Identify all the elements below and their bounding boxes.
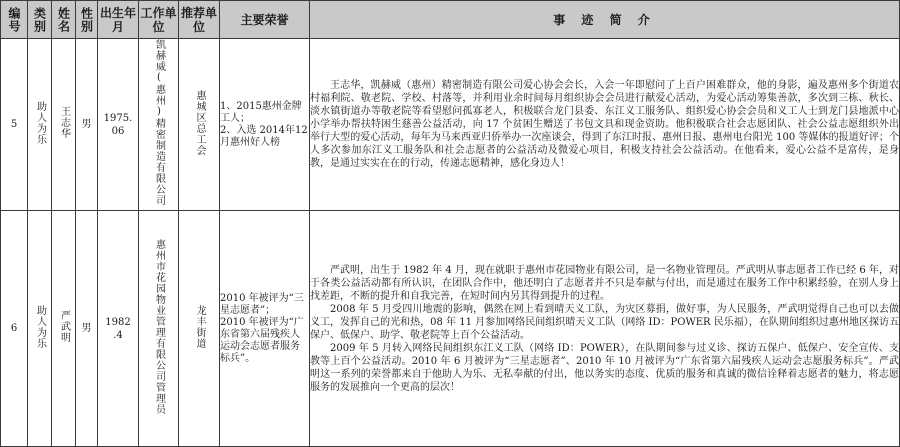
story-paragraph: 王志华，凯赫威（惠州）精密制造有限公司爱心协会会长，入会一年即慰问了上百户困难群众，他的身影，遍及惠州多个街道农村福利院、敬老院、学校、村落等，并利用业余时间每月组织协会会员进行献爱心活动，为爱心活动筹集善款，多次到三栋、秋长、淡水镇街道办等敬老院等看望慰问孤寡老人，积极联合龙门县委、东江义工服务队、组织爱心协会会员和义工人士到龙门县地派中心小学举办帮扶特困生慈善公益活动，向 17 个贫困生赠送了书包文具和现金资助。他积极联合社会志愿团队、社会公益志愿组织外出举行大型的爱心活动，每年为马来西亚归侨举办一次座谈会，得到了东江时报、惠州日报、惠州电台阳光 100 等媒体的报道好评；个人多次参加东江义工服务队和社会志愿者的公益活动及微爱心项目，积极支持社会公益活动。在他看来，爱心公益不是富传，是身教，是通过实实在在的行动，传递志愿精神，感化身边人！ [310,80,899,169]
table-row [1,211,900,447]
table-row [1,39,900,211]
honor-item: 2、入选 2014年12月惠州好人榜 [220,124,308,148]
cell-gender: 男 [76,39,98,211]
honor-item: 2010 年被评为“广东省第六届残疾人运动会志愿者服务标兵”。 [220,316,304,364]
cell-name: 王志华 [52,39,76,211]
header-honors: 主要荣誉 [220,1,310,39]
honor-item: 1、2015惠州金牌工人； [220,100,302,124]
honor-item: 2010 年被评为“三星志愿者”； [220,292,304,316]
header-row [1,1,900,39]
header-number: 编号 [1,1,28,39]
cell-work-unit: 凯赫威(惠州)精密制造有限公司 [139,39,179,211]
header-category: 类别 [28,1,52,39]
cell-birth [98,39,139,211]
cell-number: 5 [1,39,28,211]
cell-birth [98,211,139,447]
header-work-unit: 工作单位 [139,1,179,39]
header-name: 姓名 [52,1,76,39]
story-paragraph: 2008 年 5 月受四川地震的影响，偶然在网上看到晴天义工队，为灾区募捐，做好事，为人民服务，严武明觉得自己也可以去做义工，发挥自己的光和热，08 年 11 月参加网络民间组织晴天义工队（网络 ID：POWER 民乐福），在队期间组织过惠州地区探访五保户、低保户、助学、敬老院等上百个公益活动。 [310,303,899,341]
cell-name: 严武明 [52,211,76,447]
story-paragraph: 2009 年 5 月转入网络民间组织东江义工队（网络 ID：POWER），在队期间参与过义诊、探访五保户、低保户、安全宣传、支教等上百个公益活动。2010 年 6 月被评为“三星志愿者”、2010 年 10 月被评为“广东省第六届残疾人运动会志愿服务标兵”。严武明这一系列的荣誉都来自于他助人为乐、无私奉献的付出，他以务实的态度、优质的服务和真诚的微信诠释着志愿者的魅力，将志愿服务的发展推向一个更高的层次！ [310,342,899,393]
header-recommender: 推荐单位 [179,1,220,39]
header-gender: 性别 [76,1,98,39]
birth-line-2: 06 [111,125,125,137]
birth-line-1: 1982 [105,316,131,328]
birth-line-2: .4 [113,329,123,341]
cell-number: 6 [1,211,28,447]
header-story: 事 迹 简 介 [310,1,900,39]
cell-story [310,39,900,211]
cell-gender: 男 [76,211,98,447]
cell-category: 助人为乐 [28,39,52,211]
cell-honors [220,39,310,211]
story-paragraph: 严武明，出生于 1982 年 4 月，现在就职于惠州市花园物业有限公司，是一名物业管理员。严武明从事志愿者工作已经 6 年，对于各类公益活动都有所认识，在团队合作中，他还明白了志愿者并不只是奉献与付出，而是通过在服务工作中积累经验，在别人身上找差距，不断的提升和自我完善，在短时间内另其得到提升的过程。 [310,264,899,302]
cell-category: 助人为乐 [28,211,52,447]
cell-work-unit: 惠州市花园物业管理有限公司管理员 [139,211,179,447]
header-birth: 出生年月 [98,1,139,39]
birth-line-1: 1975. [103,112,133,124]
cell-honors [220,211,310,447]
cell-recommender: 惠城区总工会 [179,39,220,211]
cell-recommender: 龙丰街道 [179,211,220,447]
cell-story [310,211,900,447]
